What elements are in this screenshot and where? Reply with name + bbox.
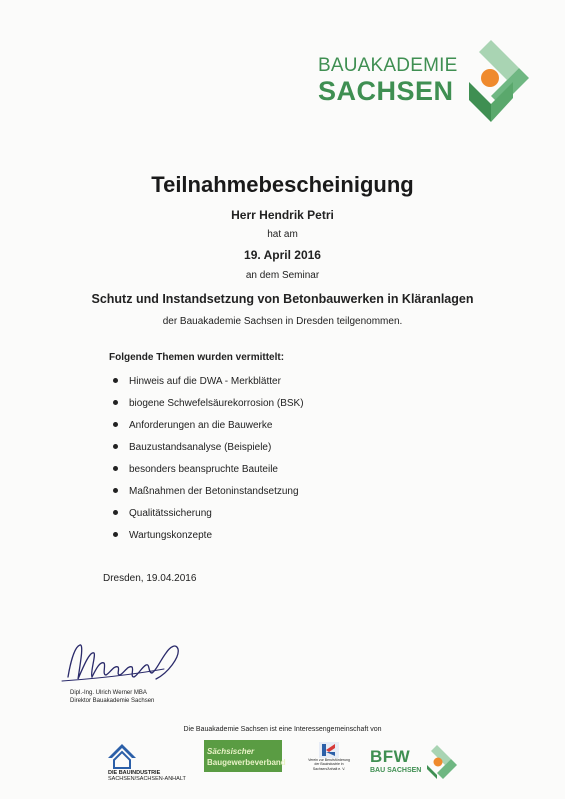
place-and-date: Dresden, 19.04.2016 (103, 573, 197, 584)
academy-line: der Bauakademie Sachsen in Dresden teilgenommen. (162, 316, 403, 327)
topic-item (113, 439, 304, 461)
partner-sbv-logo (204, 740, 286, 772)
topics-heading: Folgende Themen wurden vermittelt: (109, 352, 285, 363)
bfw-region: BAU SACHSEN (370, 767, 422, 774)
topic-item (113, 461, 304, 483)
verein-text (306, 758, 352, 771)
topic-label: Maßnahmen der Betoninstandsetzung (129, 486, 299, 497)
topic-label: biogene Schwefelsäurekorrosion (BSK) (129, 398, 304, 409)
topic-item (113, 417, 304, 439)
house-roof-icon (108, 742, 190, 770)
bauakademie-logo-mark-icon (461, 38, 531, 124)
signer-name: Dipl.-Ing. Ulrich Werner MBA (70, 690, 147, 696)
topic-label: Anforderungen an die Bauwerke (129, 420, 273, 431)
sbv-line-2: Baugewerbeverband (207, 758, 286, 767)
signer-block (70, 689, 154, 705)
an-dem-seminar-text: an dem Seminar (245, 270, 320, 281)
bullet-icon (113, 444, 118, 449)
topic-item (113, 373, 304, 395)
topic-label: Wartungskonzepte (129, 530, 213, 541)
seminar-date: 19. April 2016 (244, 248, 321, 262)
topic-item (113, 505, 304, 527)
bullet-icon (113, 510, 118, 515)
topic-item (113, 395, 304, 417)
topic-label: Hinweis auf die DWA - Merkblätter (129, 376, 281, 387)
verein-line-3: Sachsen/Anhalt e. V. (312, 766, 346, 771)
sbv-line-1: Sächsischer (207, 747, 255, 756)
hat-am-text: hat am (267, 229, 298, 240)
bauindustrie-name: DIE BAUINDUSTRIE (108, 770, 161, 776)
topic-item (113, 483, 304, 505)
topics-list (113, 373, 304, 549)
partner-verein-logo (306, 742, 352, 782)
verein-logo-icon (319, 742, 339, 758)
partner-bauindustrie-logo (108, 742, 190, 782)
verein-line-2: der Bauindustrie in (314, 762, 344, 767)
topic-label: besonders beanspruchte Bauteile (129, 464, 278, 475)
footer-note: Die Bauakademie Sachsen ist eine Interessengemeinschaft von (183, 726, 382, 733)
topic-label: Bauzustandsanalyse (Beispiele) (129, 442, 272, 453)
signer-role: Direktor Bauakademie Sachsen (70, 698, 155, 704)
logo-line-1: BAUAKADEMIE (318, 55, 458, 76)
topic-item (113, 527, 304, 549)
bullet-icon (113, 378, 118, 383)
bauindustrie-region: SACHSEN/SACHSEN-ANHALT (108, 776, 186, 782)
participant-name: Herr Hendrik Petri (231, 208, 334, 222)
bullet-icon (113, 422, 118, 427)
logo-line-2: SACHSEN (318, 76, 454, 106)
bullet-icon (113, 488, 118, 493)
bfw-logo-mark-icon (425, 745, 458, 779)
certificate-title: Teilnahmebescheinigung (151, 172, 414, 197)
verein-line-1: Verein zur Berufsförderung (308, 758, 350, 762)
bfw-name: BFW (370, 747, 411, 766)
partner-bfw-logo (370, 745, 460, 785)
bullet-icon (113, 532, 118, 537)
bullet-icon (113, 466, 118, 471)
topic-label: Qualitätssicherung (129, 508, 212, 519)
bullet-icon (113, 400, 118, 405)
handwritten-signature (60, 635, 190, 690)
bauakademie-logo (318, 38, 538, 128)
seminar-title: Schutz und Instandsetzung von Betonbauwerken in Kläranlagen (91, 292, 474, 306)
